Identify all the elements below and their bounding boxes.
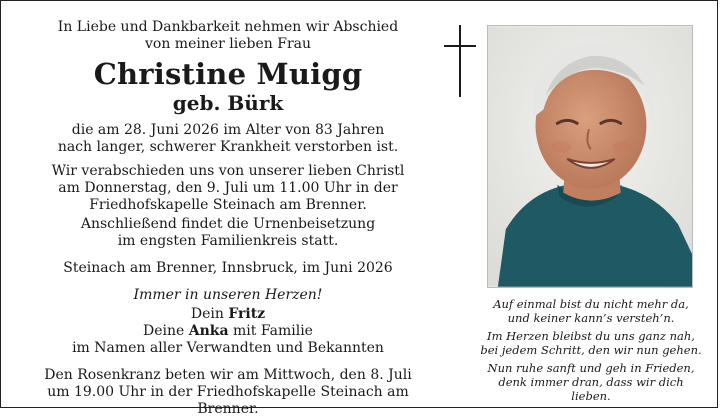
poem-line: Im Herzen bleibst du uns ganz nah, — [487, 329, 695, 343]
poem-stanza — [479, 297, 703, 325]
poem-line: Auf einmal bist du nicht mehr da, — [493, 297, 689, 311]
birth-name: geb. Bürk — [172, 91, 284, 115]
funeral-line: Wir verabschieden uns von unserer lieben Christl — [51, 163, 405, 179]
portrait-illustration — [488, 26, 692, 287]
mourner-line — [19, 323, 437, 340]
mourner-name: Fritz — [228, 306, 266, 322]
mourner-suffix: mit Familie — [228, 323, 313, 339]
mourner-name: Anka — [188, 323, 229, 339]
mourner-prefix: Deine — [143, 323, 189, 339]
funeral-details — [19, 163, 437, 214]
urn-burial-line: Anschließend findet die Urnenbeisetzung — [80, 216, 376, 232]
intro-line: In Liebe und Dankbarkeit nehmen wir Abschied — [57, 19, 399, 35]
death-notice-line: nach langer, schwerer Krankheit verstorben ist. — [57, 139, 399, 155]
death-notice — [19, 122, 437, 156]
urn-burial-details — [19, 216, 437, 250]
motto: Immer in unseren Herzen! — [133, 287, 323, 303]
mourner-line — [19, 306, 437, 323]
poem-line: und keiner kann’s versteh’n. — [507, 311, 675, 325]
urn-burial-line: im engsten Familienkreis statt. — [117, 233, 339, 249]
obituary-text-column — [19, 19, 437, 418]
intro-line: von meiner lieben Frau — [144, 36, 311, 52]
poem-line: Nun ruhe sanft und geh in Frieden, — [487, 361, 695, 375]
rosary-details — [19, 367, 437, 418]
funeral-line: am Donnerstag, den 9. Juli um 11.00 Uhr in der — [58, 180, 398, 196]
mourner-prefix: Dein — [190, 306, 229, 322]
rosary-line: Den Rosenkranz beten wir am Mittwoch, den 8. Juli — [44, 367, 412, 383]
poem-line: denk immer dran, dass wir dich lieben. — [498, 375, 684, 403]
intro-text — [19, 19, 437, 53]
poem-stanza — [479, 329, 703, 357]
rosary-line: um 19.00 Uhr in der Friedhofskapelle Steinach am Brenner. — [47, 384, 409, 417]
mourners — [19, 306, 437, 357]
poem-line: bei jedem Schritt, den wir nun gehen. — [480, 343, 702, 357]
poem-stanza — [479, 361, 703, 403]
mourner-line: im Namen aller Verwandten und Bekannten — [72, 340, 384, 356]
death-notice-line: die am 28. Juni 2026 im Alter von 83 Jahren — [71, 122, 385, 138]
cross-icon — [444, 25, 476, 97]
funeral-line: Friedhofskapelle Steinach am Brenner. — [89, 197, 367, 213]
place-date: Steinach am Brenner, Innsbruck, im Juni 2026 — [63, 260, 393, 276]
portrait-photo — [487, 25, 693, 288]
deceased-name: Christine Muigg — [93, 57, 363, 91]
poem — [479, 297, 703, 403]
